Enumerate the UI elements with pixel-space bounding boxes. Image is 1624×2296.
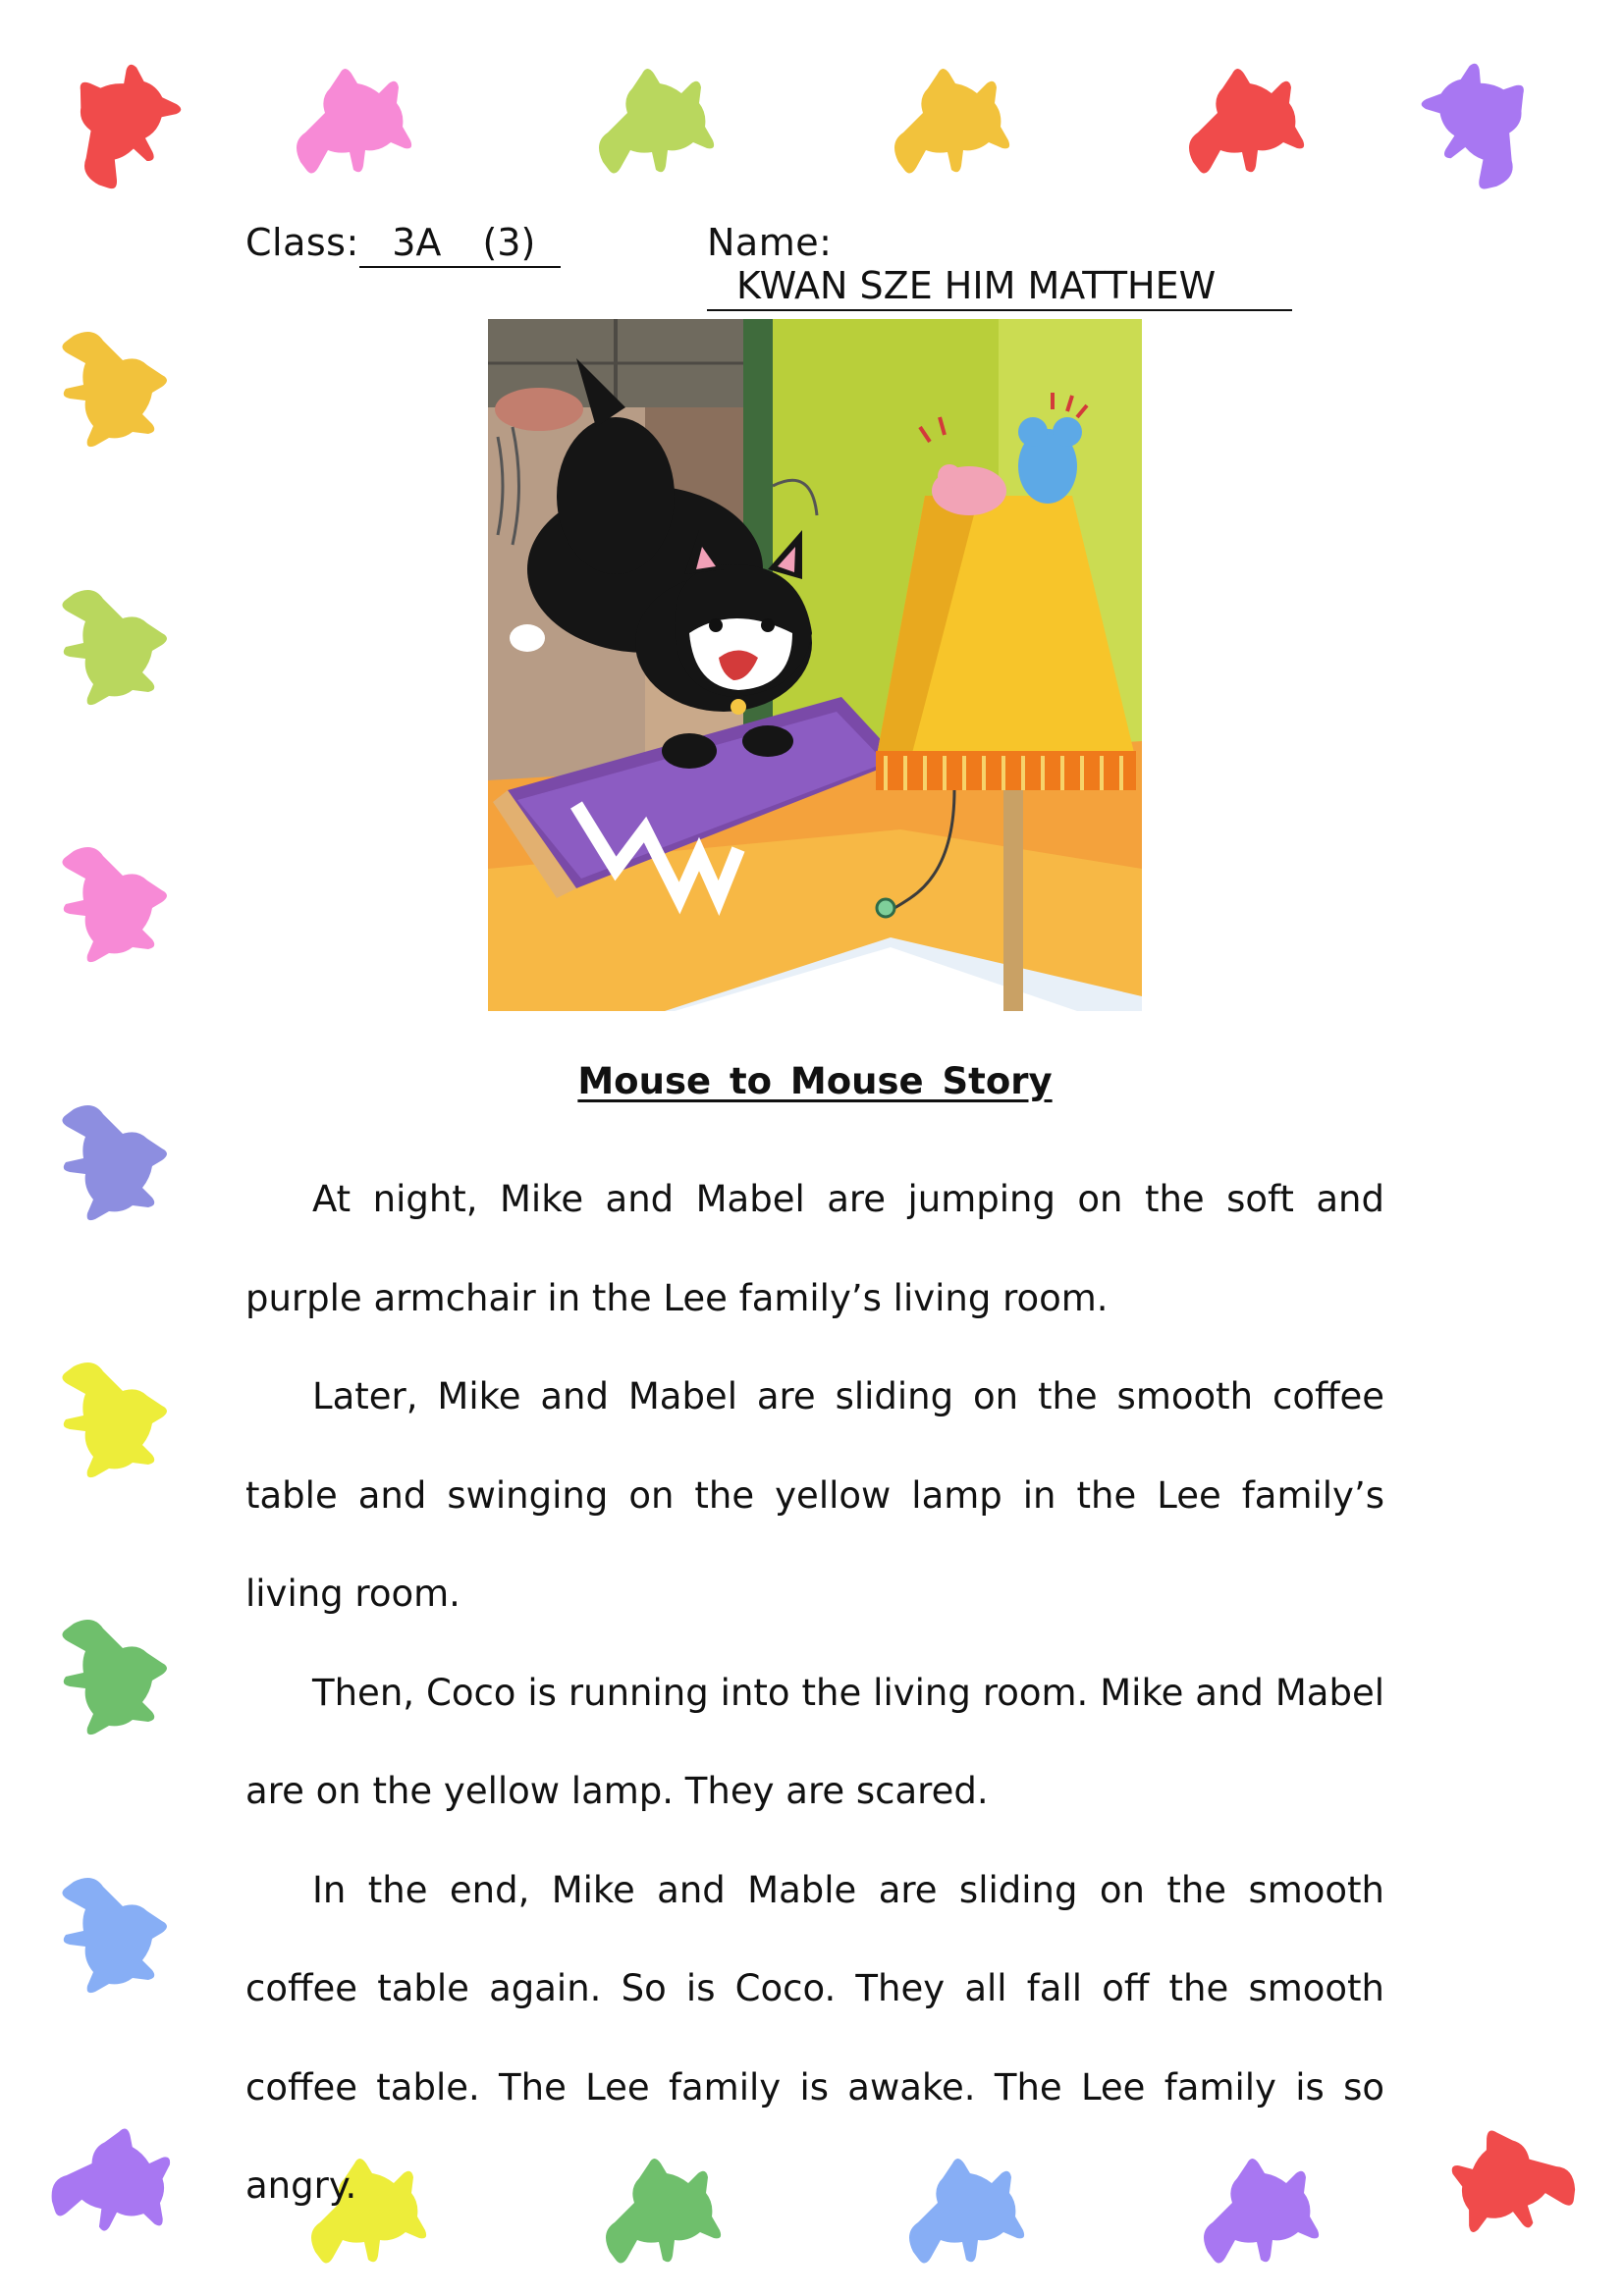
cat-silhouette-icon [1173, 44, 1321, 191]
cat-silhouette-icon [44, 1090, 191, 1237]
header [245, 221, 1384, 307]
name-value: KWAN SZE HIM MATTHEW [707, 264, 1292, 311]
cat-silhouette-icon [44, 574, 191, 721]
name-label: Name: [707, 221, 833, 264]
story-paragraph: Then, Coco is running into the living room. Mike and Mabel are on the yellow lamp. They are scared. [245, 1671, 1384, 1812]
cat-silhouette-icon [44, 1347, 191, 1494]
cat-silhouette-icon [879, 44, 1026, 191]
class-label: Class: [245, 221, 359, 264]
cat-silhouette-icon [44, 831, 191, 979]
story-paragraph: In the end, Mike and Mable are sliding on the smooth coffee table again. So is Coco. They all fall off the smooth coffee table. The Lee family is awake. The Lee family is so angry. [245, 1868, 1384, 2207]
class-value: 3A (3) [359, 221, 561, 268]
cat-silhouette-icon [44, 1862, 191, 2009]
cat-silhouette-icon [44, 1604, 191, 1751]
cat-silhouette-icon [16, 16, 221, 221]
cat-silhouette-icon [24, 2084, 212, 2272]
cat-silhouette-icon [44, 316, 191, 463]
class-field [245, 221, 561, 268]
cat-silhouette-icon [1406, 2078, 1607, 2279]
story-body [245, 1150, 1384, 2236]
cat-silhouette-icon [1380, 14, 1587, 221]
story-paragraph: At night, Mike and Mabel are jumping on the soft and purple armchair in the Lee family’s living room. [245, 1178, 1384, 1319]
cat-silhouette-icon [281, 44, 428, 191]
story-illustration [488, 319, 1142, 1011]
cat-silhouette-icon [583, 44, 731, 191]
story-title: Mouse to Mouse Story [577, 1060, 1053, 1102]
story-paragraph: Later, Mike and Mabel are sliding on the smooth coffee table and swinging on the yellow lamp in the Lee family’s living room. [245, 1375, 1384, 1615]
name-field [707, 221, 1384, 311]
